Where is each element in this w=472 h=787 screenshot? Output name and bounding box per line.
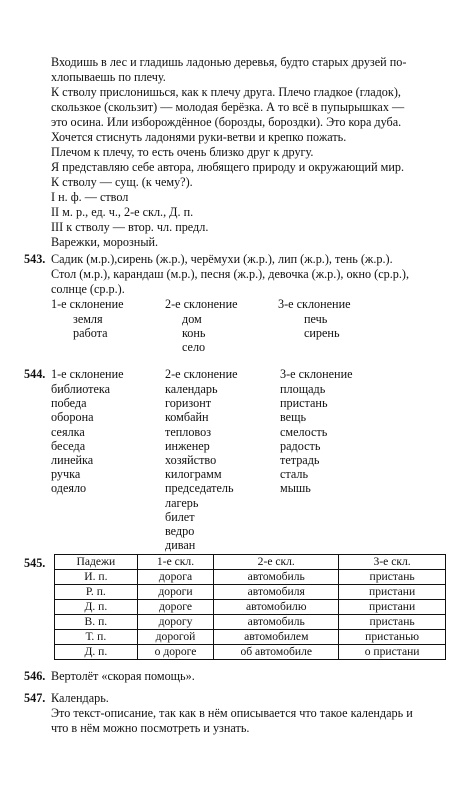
table-cell: автомобилем <box>214 630 339 645</box>
exercise-543-line-3: солнце (ср.р.). <box>51 282 125 296</box>
table-cell: дороге <box>137 600 214 615</box>
intro-line-9: К стволу — сущ. (к чему?). <box>51 175 193 189</box>
list-item: оборона <box>51 410 94 425</box>
list-item: победа <box>51 396 87 411</box>
list-item: горизонт <box>165 396 212 411</box>
table-cell: Д. п. <box>55 600 138 615</box>
exercise-546-number: 546. <box>24 669 46 683</box>
table-cell: дороги <box>137 585 214 600</box>
list-item: радость <box>280 438 321 453</box>
intro-line-10: I н. ф. — ствол <box>51 190 129 204</box>
exercise-543-line-1: Садик (м.р.),сирень (ж.р.), черёмухи (ж.р.), лип (ж.р.), тень (ж.р.). <box>51 252 393 266</box>
list-item: линейка <box>51 452 94 467</box>
table-cell: пристани <box>339 600 446 615</box>
ex544-column-1 <box>51 382 110 496</box>
exercise-546-text: Вертолёт «скорая помощь». <box>51 669 195 683</box>
intro-line-13: Варежки, морозный. <box>51 235 159 249</box>
list-item: печь <box>304 312 328 326</box>
list-item: библиотека <box>51 382 111 396</box>
table-row <box>55 645 446 660</box>
table-cell: автомобиль <box>214 570 339 585</box>
intro-line-11: II м. р., ед. ч., 2-е скл., Д. п. <box>51 205 194 219</box>
list-item: лагерь <box>165 495 199 510</box>
list-item: ручка <box>51 467 81 482</box>
list-item: килограмм <box>165 467 222 482</box>
table-cell: о дороге <box>137 645 214 660</box>
intro-line-5: это осина. Или изборождённое (борозды, бороздки). Это кора дуба. <box>51 115 402 129</box>
table-cell: пристани <box>339 585 446 600</box>
intro-line-1: Входишь в лес и гладишь ладонью деревья, будто старых друзей по- <box>51 55 407 69</box>
exercise-545-number: 545. <box>24 556 46 570</box>
table-cell: о пристани <box>339 645 446 660</box>
ex544-column-3 <box>280 382 328 496</box>
ex544-header-decl-2: 2-е склонение <box>165 367 238 381</box>
ex544-header-decl-1: 1-е склонение <box>51 367 124 381</box>
table-cell: пристань <box>339 570 446 585</box>
exercise-544-number: 544. <box>24 367 46 381</box>
ex543-column-2 <box>182 312 205 355</box>
ex543-column-3 <box>304 312 340 340</box>
list-item: инженер <box>165 438 210 453</box>
list-item: календарь <box>165 382 218 396</box>
intro-line-8: Я представляю себе автора, любящего природу и окружающий мир. <box>51 160 405 174</box>
intro-line-7: Плечом к плечу, то есть очень близко друг к другу. <box>51 145 314 159</box>
exercise-543-number: 543. <box>24 252 46 266</box>
list-item: площадь <box>280 382 326 396</box>
list-item: тетрадь <box>280 452 320 467</box>
exercise-547-title: Календарь. <box>51 691 109 705</box>
ex543-header-decl-3: 3-е склонение <box>278 297 351 311</box>
table-cell: об автомобиле <box>214 645 339 660</box>
table-header-cell: 1-е скл. <box>137 555 214 570</box>
list-item: беседа <box>51 438 86 453</box>
table-header-cell: 3-е скл. <box>339 555 446 570</box>
list-item: одеяло <box>51 481 87 496</box>
list-item: хозяйство <box>165 452 217 467</box>
list-item: сеялка <box>51 424 85 439</box>
list-item: пристань <box>280 396 328 411</box>
list-item: сирень <box>304 326 340 341</box>
table-cell: автомобиль <box>214 615 339 630</box>
list-item: комбайн <box>165 410 209 425</box>
table-row <box>55 615 446 630</box>
ex543-header-decl-1: 1-е склонение <box>51 297 124 311</box>
ex543-column-1 <box>73 312 108 340</box>
table-cell: дорогой <box>137 630 214 645</box>
list-item: земля <box>73 312 103 326</box>
list-item: тепловоз <box>165 424 212 439</box>
list-item: дом <box>182 312 202 326</box>
list-item: мышь <box>280 481 311 496</box>
table-row <box>55 600 446 615</box>
declension-table <box>54 554 446 660</box>
list-item: председатель <box>165 481 234 496</box>
exercise-547-number: 547. <box>24 691 46 705</box>
table-cell: дорогу <box>137 615 214 630</box>
intro-line-3: К стволу прислонишься, как к плечу друга. Плечо гладкое (гладок), <box>51 85 401 99</box>
table-header-cell: Падежи <box>55 555 138 570</box>
list-item: сталь <box>280 467 309 482</box>
table-row <box>55 570 446 585</box>
intro-line-2: хлопываешь по плечу. <box>51 70 166 84</box>
list-item: вещь <box>280 410 307 425</box>
table-cell: дорога <box>137 570 214 585</box>
table-cell: пристань <box>339 615 446 630</box>
table-cell: автомобилю <box>214 600 339 615</box>
list-item: смелость <box>280 424 328 439</box>
ex544-header-decl-3: 3-е склонение <box>280 367 353 381</box>
table-cell: И. п. <box>55 570 138 585</box>
table-cell: Д. п. <box>55 645 138 660</box>
table-cell: Р. п. <box>55 585 138 600</box>
intro-line-6: Хочется стиснуть ладонями руки-ветви и крепко пожать. <box>51 130 347 144</box>
list-item: диван <box>165 538 196 553</box>
intro-line-4: скользкое (скользит) — молодая берёзка. А то всё в пупырышках — <box>51 100 405 114</box>
table-row <box>55 585 446 600</box>
table-header-row <box>55 555 446 570</box>
exercise-547-line-1: Это текст-описание, так как в нём описывается что такое календарь и <box>51 706 413 720</box>
table-header-cell: 2-е скл. <box>214 555 339 570</box>
table-row <box>55 630 446 645</box>
table-cell: пристанью <box>339 630 446 645</box>
ex543-header-decl-2: 2-е склонение <box>165 297 238 311</box>
list-item: село <box>182 340 206 355</box>
exercise-543-line-2: Стол (м.р.), карандаш (м.р.), песня (ж.р.), девочка (ж.р.), окно (ср.р.), <box>51 267 410 281</box>
list-item: билет <box>165 509 195 524</box>
exercise-547-line-2: что в нём можно посмотреть и узнать. <box>51 721 250 735</box>
table-cell: Т. п. <box>55 630 138 645</box>
intro-line-12: III к стволу — втор. чл. предл. <box>51 220 209 234</box>
table-cell: В. п. <box>55 615 138 630</box>
table-cell: автомобиля <box>214 585 339 600</box>
list-item: работа <box>73 326 108 341</box>
ex544-column-2 <box>165 382 234 552</box>
list-item: конь <box>182 326 206 341</box>
list-item: ведро <box>165 523 195 538</box>
